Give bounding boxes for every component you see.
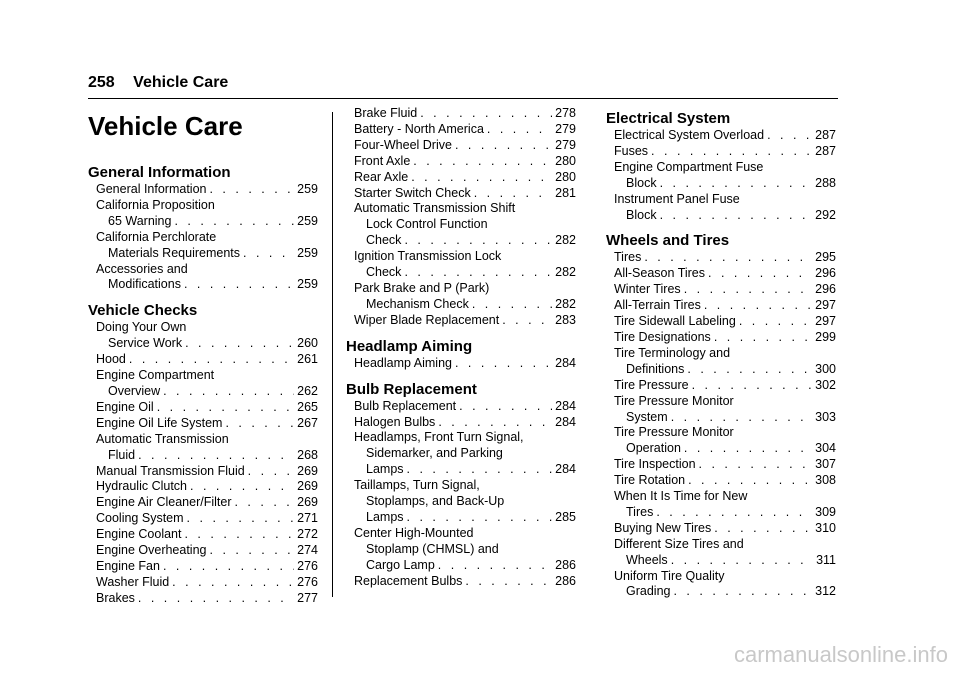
- toc-entry[interactable]: [346, 430, 576, 478]
- toc-entry-text: Rear Axle: [354, 169, 409, 184]
- toc-entry[interactable]: [346, 313, 576, 329]
- toc-page-number: 276: [297, 574, 318, 589]
- toc-entry-text: Tire Terminology and: [614, 345, 731, 360]
- toc-entry-text: Engine Fan: [96, 558, 160, 573]
- toc-entry-text: Wheels: [626, 552, 668, 567]
- toc-entry-text: Hydraulic Clutch: [96, 479, 188, 494]
- toc-entry[interactable]: [606, 250, 836, 266]
- toc-entry-text: Different Size Tires and: [614, 536, 744, 551]
- dot-leader: [714, 330, 812, 346]
- toc-entry-text: Overview: [108, 383, 161, 398]
- toc-page-number: 276: [297, 558, 318, 573]
- toc-column-3: [606, 110, 836, 600]
- toc-entry-list: [346, 356, 576, 372]
- dot-leader: [129, 352, 294, 368]
- toc-entry-list: [606, 250, 836, 600]
- toc-entry-text: California Proposition: [96, 197, 215, 212]
- dot-leader: [420, 106, 552, 122]
- toc-column-1: [88, 164, 318, 607]
- dot-leader: [455, 138, 552, 154]
- toc-entry-text: Buying New Tires: [614, 520, 712, 535]
- dot-leader: [708, 266, 812, 282]
- toc-entry-text: Taillamps, Turn Signal,: [354, 478, 480, 493]
- toc-entry[interactable]: [346, 249, 576, 281]
- toc-page-number: 288: [815, 175, 836, 190]
- dot-leader: [404, 233, 552, 249]
- toc-entry[interactable]: [606, 521, 836, 537]
- toc-page-number: 286: [555, 557, 576, 572]
- toc-entry-text: Cooling System: [96, 511, 184, 526]
- toc-page-number: 302: [815, 377, 836, 392]
- dot-leader: [704, 298, 812, 314]
- toc-entry-text: When It Is Time for New: [614, 489, 748, 504]
- toc-page-number: 260: [297, 336, 318, 351]
- toc-entry[interactable]: [606, 314, 836, 330]
- dot-leader: [684, 441, 812, 457]
- chapter-title: Vehicle Care: [88, 111, 243, 141]
- toc-entry-text: Halogen Bulbs: [354, 414, 436, 429]
- dot-leader: [163, 559, 294, 575]
- toc-entry-text: Definitions: [626, 361, 685, 376]
- dot-leader: [187, 511, 295, 527]
- dot-leader: [455, 356, 552, 372]
- toc-entry[interactable]: [88, 230, 318, 262]
- page-number: 258: [88, 74, 115, 91]
- dot-leader: [234, 495, 294, 511]
- toc-entry-list: [346, 399, 576, 590]
- toc-entry-text: All-Terrain Tires: [614, 298, 701, 313]
- toc-page-number: 259: [297, 245, 318, 260]
- toc-entry[interactable]: [346, 106, 576, 122]
- toc-entry[interactable]: [88, 320, 318, 352]
- toc-entry[interactable]: [606, 330, 836, 346]
- dot-leader: [209, 182, 294, 198]
- toc-entry-text: Replacement Bulbs: [354, 573, 463, 588]
- toc-entry-text: Cargo Lamp: [366, 557, 435, 572]
- dot-leader: [138, 591, 294, 607]
- toc-entry[interactable]: [346, 415, 576, 431]
- toc-entry-text: Tire Rotation: [614, 473, 686, 488]
- toc-entry[interactable]: [88, 368, 318, 400]
- toc-page-number: 261: [297, 352, 318, 367]
- toc-entry[interactable]: [606, 192, 836, 224]
- toc-entry-text: Engine Compartment Fuse: [614, 159, 764, 174]
- toc-entry-text: Headlamps, Front Turn Signal,: [354, 430, 524, 445]
- toc-entry[interactable]: [606, 489, 836, 521]
- toc-entry[interactable]: [346, 281, 576, 313]
- section-heading: Electrical System: [606, 110, 731, 127]
- toc-entry-text: Engine Oil Life System: [96, 415, 223, 430]
- toc-page-number: 282: [555, 265, 576, 280]
- toc-entry-text: System: [626, 409, 668, 424]
- toc-entry-text: Stoplamps, and Back-Up: [366, 494, 505, 509]
- toc-entry-text: Engine Coolant: [96, 527, 182, 542]
- dot-leader: [407, 462, 553, 478]
- toc-entry-text: Grading: [626, 584, 671, 599]
- toc-entry[interactable]: [88, 182, 318, 198]
- toc-page-number: 297: [815, 298, 836, 313]
- dot-leader: [248, 464, 294, 480]
- toc-entry-text: Front Axle: [354, 153, 411, 168]
- page-header: [88, 72, 838, 94]
- toc-page-number: 282: [555, 233, 576, 248]
- toc-page-number: 262: [297, 383, 318, 398]
- dot-leader: [660, 176, 813, 192]
- toc-entry-text: Lock Control Function: [366, 217, 488, 232]
- dot-leader: [210, 543, 295, 559]
- toc-page-number: 303: [815, 409, 836, 424]
- toc-page-number: 278: [555, 106, 576, 120]
- toc-entry[interactable]: [88, 464, 318, 480]
- toc-entry-text: Modifications: [108, 277, 181, 292]
- toc-entry-text: Mechanism Check: [366, 296, 469, 311]
- toc-entry-text: Engine Air Cleaner/Filter: [96, 495, 232, 510]
- toc-entry-text: Tires: [614, 250, 642, 265]
- toc-page-number: 279: [555, 137, 576, 152]
- toc-entry-text: Wiper Blade Replacement: [354, 312, 500, 327]
- toc-entry-text: Park Brake and P (Park): [354, 280, 490, 295]
- toc-entry-text: 65 Warning: [108, 213, 172, 228]
- toc-entry-text: Tire Pressure Monitor: [614, 393, 734, 408]
- toc-entry-text: Brake Fluid: [354, 106, 418, 120]
- toc-page-number: 271: [297, 511, 318, 526]
- dot-leader: [502, 313, 552, 329]
- dot-leader: [688, 473, 812, 489]
- toc-entry-list: [346, 106, 576, 329]
- toc-entry-text: Sidemarker, and Parking: [366, 446, 503, 461]
- toc-entry-text: Materials Requirements: [108, 245, 240, 260]
- toc-entry[interactable]: [606, 128, 836, 144]
- toc-entry-text: Fuses: [614, 143, 649, 158]
- dot-leader: [190, 479, 294, 495]
- toc-page-number: 312: [815, 584, 836, 599]
- toc-page-number: 259: [297, 277, 318, 292]
- toc-page-number: 269: [297, 463, 318, 478]
- running-header-title: Vehicle Care: [133, 74, 229, 91]
- toc-entry[interactable]: [88, 511, 318, 527]
- dot-leader: [157, 400, 294, 416]
- toc-entry[interactable]: [346, 399, 576, 415]
- dot-leader: [407, 510, 553, 526]
- toc-entry[interactable]: [606, 473, 836, 489]
- toc-entry[interactable]: [606, 378, 836, 394]
- toc-entry[interactable]: [606, 160, 836, 192]
- toc-entry[interactable]: [606, 457, 836, 473]
- toc-page-number: 284: [555, 414, 576, 429]
- toc-page-number: 308: [815, 473, 836, 488]
- dot-leader: [673, 584, 812, 600]
- section-heading: Vehicle Checks: [88, 302, 198, 320]
- toc-entry-text: Block: [626, 175, 657, 190]
- dot-leader: [699, 457, 813, 473]
- dot-leader: [174, 214, 294, 230]
- dot-leader: [767, 128, 812, 144]
- toc-page-number: 292: [815, 207, 836, 222]
- toc-page-number: 296: [815, 266, 836, 281]
- toc-entry[interactable]: [88, 575, 318, 591]
- toc-entry-list: [88, 182, 318, 293]
- toc-entry-text: Engine Oil: [96, 399, 154, 414]
- dot-leader: [243, 246, 294, 262]
- toc-entry-text: Brakes: [96, 590, 135, 605]
- toc-page-number: 284: [555, 462, 576, 477]
- dot-leader: [687, 362, 812, 378]
- toc-entry-text: Lamps: [366, 509, 404, 524]
- toc-entry[interactable]: [88, 559, 318, 575]
- toc-entry-text: Tires: [626, 504, 654, 519]
- toc-page-number: 297: [815, 314, 836, 329]
- toc-entry[interactable]: [346, 138, 576, 154]
- toc-entry-text: Center High-Mounted: [354, 525, 474, 540]
- toc-entry[interactable]: [606, 266, 836, 282]
- toc-entry-text: California Perchlorate: [96, 229, 217, 244]
- dot-leader: [172, 575, 294, 591]
- dot-leader: [459, 399, 552, 415]
- dot-leader: [487, 122, 552, 138]
- toc-entry-text: Instrument Panel Fuse: [614, 191, 740, 206]
- toc-page-number: 286: [555, 573, 576, 588]
- toc-page-number: 267: [297, 415, 318, 430]
- dot-leader: [651, 144, 812, 160]
- toc-entry-text: Four-Wheel Drive: [354, 137, 452, 152]
- toc-page-number: 259: [297, 182, 318, 196]
- toc-page-number: 280: [555, 153, 576, 168]
- toc-entry-text: Operation: [626, 441, 681, 456]
- toc-entry-text: Tire Pressure: [614, 377, 689, 392]
- toc-page-number: 259: [297, 213, 318, 228]
- toc-page-number: 307: [815, 457, 836, 472]
- toc-page-number: 269: [297, 495, 318, 510]
- dot-leader: [465, 574, 552, 590]
- toc-entry[interactable]: [88, 352, 318, 368]
- toc-entry[interactable]: [88, 527, 318, 543]
- toc-entry-text: Engine Compartment: [96, 368, 215, 383]
- toc-entry-text: Accessories and: [96, 261, 188, 276]
- dot-leader: [185, 336, 294, 352]
- dot-leader: [671, 410, 812, 426]
- toc-entry[interactable]: [346, 170, 576, 186]
- toc-page-number: 295: [815, 250, 836, 265]
- dot-leader: [404, 265, 552, 281]
- toc-entry[interactable]: [88, 198, 318, 230]
- toc-entry[interactable]: [346, 526, 576, 574]
- toc-entry[interactable]: [606, 144, 836, 160]
- toc-column-2: [346, 106, 576, 589]
- toc-entry[interactable]: [346, 186, 576, 202]
- dot-leader: [184, 527, 294, 543]
- toc-entry-text: Fluid: [108, 447, 136, 462]
- toc-page-number: 284: [555, 398, 576, 413]
- toc-entry-text: Service Work: [108, 336, 183, 351]
- toc-entry-text: Block: [626, 207, 657, 222]
- toc-entry[interactable]: [88, 543, 318, 559]
- toc-entry-text: Stoplamp (CHMSL) and: [366, 541, 499, 556]
- toc-entry[interactable]: [346, 201, 576, 249]
- toc-page-number: 310: [815, 520, 836, 535]
- dot-leader: [692, 378, 813, 394]
- toc-entry-text: Engine Overheating: [96, 543, 207, 558]
- dot-leader: [739, 314, 812, 330]
- toc-page-number: 284: [555, 355, 576, 370]
- toc-entry-text: Lamps: [366, 462, 404, 477]
- toc-page-number: 287: [815, 143, 836, 158]
- toc-entry-text: Winter Tires: [614, 282, 681, 297]
- dot-leader: [684, 282, 812, 298]
- dot-leader: [656, 505, 812, 521]
- toc-entry[interactable]: [346, 478, 576, 526]
- toc-entry-text: Battery - North America: [354, 121, 484, 136]
- dot-leader: [438, 415, 552, 431]
- toc-page-number: 285: [555, 509, 576, 524]
- toc-page-number: 299: [815, 329, 836, 344]
- toc-entry[interactable]: [346, 356, 576, 372]
- toc-entry[interactable]: [88, 262, 318, 294]
- toc-page-number: 280: [555, 169, 576, 184]
- header-rule: [88, 98, 838, 99]
- dot-leader: [671, 553, 813, 569]
- dot-leader: [714, 521, 812, 537]
- toc-entry[interactable]: [606, 298, 836, 314]
- dot-leader: [184, 277, 294, 293]
- dot-leader: [411, 170, 552, 186]
- toc-entry-list: [88, 320, 318, 606]
- toc-page-number: 311: [816, 552, 836, 567]
- toc-entry-text: Tire Designations: [614, 329, 711, 344]
- toc-entry[interactable]: [88, 591, 318, 607]
- column-divider: [332, 112, 333, 597]
- dot-leader: [474, 186, 552, 202]
- dot-leader: [660, 208, 813, 224]
- dot-leader: [472, 297, 552, 313]
- toc-entry-text: Automatic Transmission Shift: [354, 201, 516, 216]
- toc-page-number: 304: [815, 441, 836, 456]
- toc-entry[interactable]: [606, 537, 836, 569]
- toc-page-number: 268: [297, 447, 318, 462]
- toc-entry-text: Hood: [96, 352, 126, 367]
- toc-page-number: 265: [297, 399, 318, 414]
- toc-entry-text: Ignition Transmission Lock: [354, 249, 502, 264]
- toc-page-number: 277: [297, 590, 318, 605]
- toc-page-number: 269: [297, 479, 318, 494]
- dot-leader: [138, 448, 294, 464]
- toc-entry[interactable]: [88, 416, 318, 432]
- toc-entry[interactable]: [88, 479, 318, 495]
- section-heading: General Information: [88, 164, 231, 181]
- toc-entry-text: Tire Inspection: [614, 457, 696, 472]
- section-heading: Headlamp Aiming: [346, 337, 473, 355]
- toc-entry-text: Automatic Transmission: [96, 431, 229, 446]
- toc-page-number: 296: [815, 282, 836, 297]
- toc-entry-text: Uniform Tire Quality: [614, 568, 725, 583]
- toc-entry-text: Tire Pressure Monitor: [614, 425, 734, 440]
- toc-entry-text: Washer Fluid: [96, 574, 170, 589]
- toc-entry-text: General Information: [96, 182, 207, 196]
- dot-leader: [438, 558, 552, 574]
- toc-entry[interactable]: [606, 394, 836, 426]
- toc-page-number: 287: [815, 128, 836, 142]
- toc-entry[interactable]: [346, 574, 576, 590]
- toc-entry[interactable]: [606, 425, 836, 457]
- toc-entry[interactable]: [606, 569, 836, 601]
- dot-leader: [413, 154, 552, 170]
- toc-entry-text: Manual Transmission Fluid: [96, 463, 245, 478]
- toc-page-number: 272: [297, 527, 318, 542]
- toc-entry-text: Electrical System Overload: [614, 128, 765, 142]
- dot-leader: [225, 416, 294, 432]
- section-heading: Bulb Replacement: [346, 380, 477, 398]
- toc-entry-text: All-Season Tires: [614, 266, 706, 281]
- toc-page-number: 282: [555, 296, 576, 311]
- toc-entry-list: [606, 128, 836, 223]
- dot-leader: [163, 384, 294, 400]
- toc-entry[interactable]: [606, 282, 836, 298]
- toc-entry-text: Check: [366, 233, 402, 248]
- toc-page-number: 279: [555, 121, 576, 136]
- toc-entry-text: Tire Sidewall Labeling: [614, 314, 736, 329]
- toc-entry-text: Check: [366, 265, 402, 280]
- toc-page-number: 281: [555, 185, 576, 200]
- dot-leader: [644, 250, 812, 266]
- toc-entry[interactable]: [88, 400, 318, 416]
- toc-page-number: 274: [297, 543, 318, 558]
- toc-page-number: 309: [815, 504, 836, 519]
- toc-entry[interactable]: [88, 495, 318, 511]
- watermark: carmanualsonline.info: [733, 642, 948, 667]
- toc-entry-text: Headlamp Aiming: [354, 355, 452, 370]
- toc-page-number: 300: [815, 361, 836, 376]
- toc-page-number: 283: [555, 312, 576, 327]
- toc-entry-text: Starter Switch Check: [354, 185, 471, 200]
- toc-entry[interactable]: [346, 122, 576, 138]
- toc-entry-text: Bulb Replacement: [354, 398, 457, 413]
- toc-entry[interactable]: [346, 154, 576, 170]
- toc-entry[interactable]: [606, 346, 836, 378]
- section-heading: Wheels and Tires: [606, 232, 730, 250]
- toc-entry[interactable]: [88, 432, 318, 464]
- toc-entry-text: Doing Your Own: [96, 320, 187, 335]
